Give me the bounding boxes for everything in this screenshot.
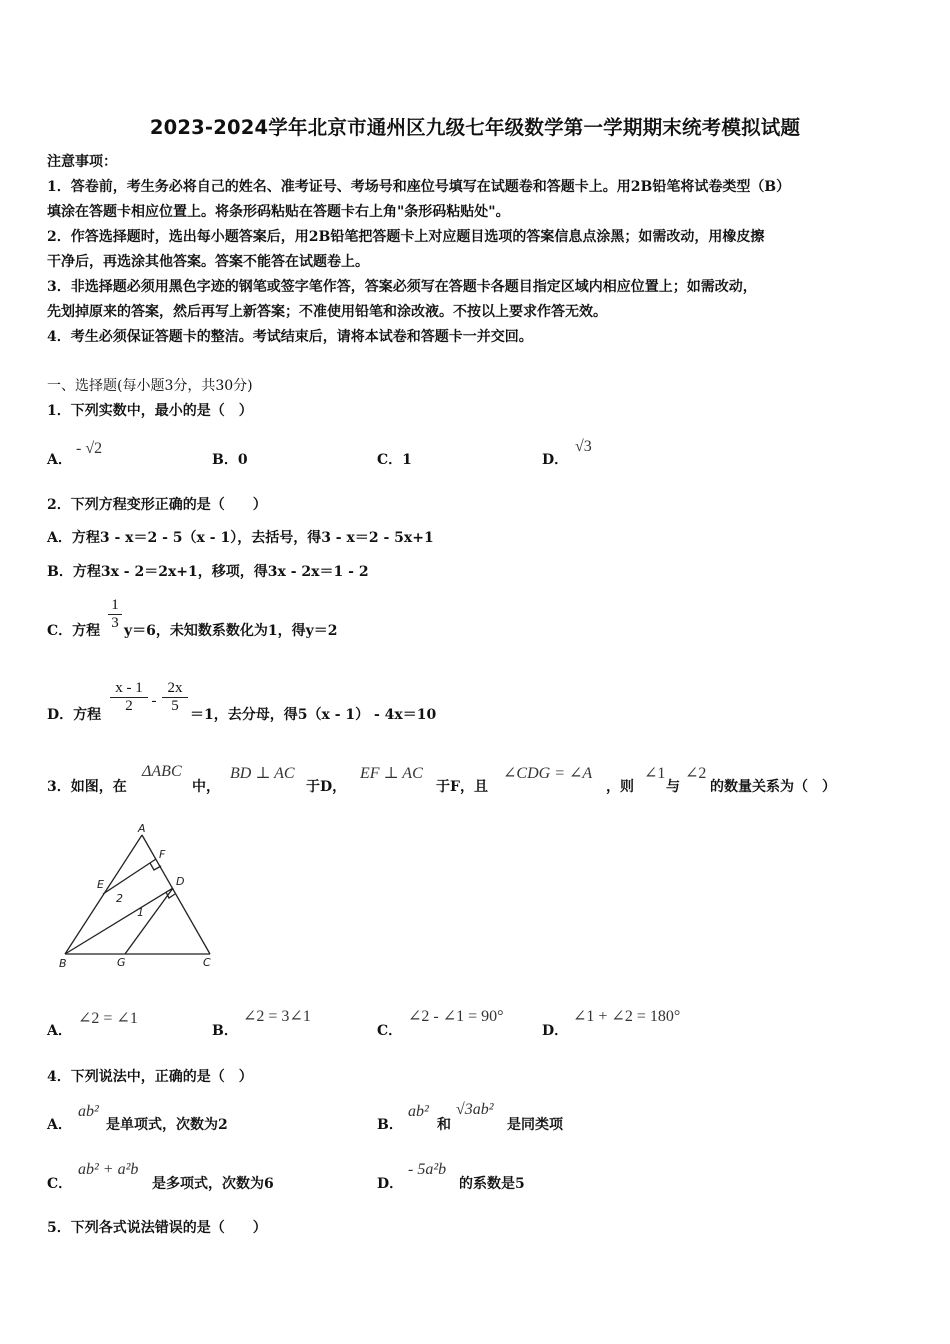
q4-option-b-math-2: √3ab² bbox=[456, 1101, 494, 1118]
notice-line: 2．作答选择题时，选出每小题答案后，用2B铅笔把答题卡上对应题目选项的答案信息点涂黑；如需改动，用橡皮擦 bbox=[47, 229, 765, 245]
fraction-denominator: 5 bbox=[162, 697, 188, 715]
figure-label: D bbox=[176, 875, 185, 888]
q1-option-c: C．1 bbox=[377, 452, 412, 468]
figure-label: G bbox=[117, 956, 126, 969]
q3-option-a-math: ∠2 = ∠1 bbox=[78, 1010, 138, 1027]
q3-option-d-label: D． bbox=[542, 1023, 569, 1039]
q4-option-d-text: 的系数是5 bbox=[459, 1176, 525, 1192]
q3-option-c-math: ∠2 - ∠1 = 90° bbox=[408, 1008, 504, 1025]
fraction-numerator: 2x bbox=[167, 680, 183, 696]
q3-math-triangle: ΔABC bbox=[142, 763, 182, 780]
q4-option-a-text: 是单项式，次数为2 bbox=[106, 1117, 228, 1133]
q2-d-fraction-1 bbox=[110, 680, 148, 715]
q3-text: ，则 bbox=[606, 779, 634, 795]
q3-text: 中， bbox=[192, 779, 220, 795]
notice-line: 先划掉原来的答案，然后再写上新答案；不准使用铅笔和涂改液。不按以上要求作答无效。 bbox=[47, 304, 607, 320]
fraction-denominator: 2 bbox=[110, 697, 148, 715]
q1-option-d-math: √3 bbox=[575, 438, 592, 455]
q4-option-d-math: - 5a²b bbox=[408, 1161, 447, 1178]
notice-line: 4．考生必须保证答题卡的整洁。考试结束后，请将本试卷和答题卡一并交回。 bbox=[47, 329, 533, 345]
q3-option-c-label: C． bbox=[377, 1023, 403, 1039]
right-angle-mark-f bbox=[150, 863, 161, 870]
q3-math-bd-perp: BD ⊥ AC bbox=[230, 765, 295, 782]
segment-dg bbox=[125, 888, 173, 954]
q2-option-d-prefix: D．方程 bbox=[47, 707, 102, 723]
q1-option-d-label: D． bbox=[542, 452, 569, 468]
notice-line: 干净后，再选涂其他答案。答案不能答在试题卷上。 bbox=[47, 254, 369, 270]
q4-option-c-math: ab² + a²b bbox=[78, 1161, 139, 1178]
q3-text: 于F，且 bbox=[436, 779, 488, 795]
q3-text: 于D， bbox=[306, 779, 347, 795]
segment-ac bbox=[142, 835, 210, 954]
q3-math-angle1: ∠1 bbox=[644, 765, 666, 782]
q3-option-a-label: A． bbox=[47, 1023, 72, 1039]
q4-option-b-label: B． bbox=[377, 1117, 403, 1133]
q2-option-c-prefix: C．方程 bbox=[47, 623, 101, 639]
segment-ef bbox=[103, 859, 156, 894]
question-3-prefix: 3．如图，在 bbox=[47, 779, 127, 795]
notice-line: 1．答卷前，考生务必将自己的姓名、准考证号、考场号和座位号填写在试题卷和答题卡上。用2B铅笔将试卷类型（B） bbox=[47, 179, 791, 195]
q2-option-b: B．方程3x - 2＝2x+1，移项，得3x - 2x＝1 - 2 bbox=[47, 564, 369, 580]
notice-line: 3．非选择题必须用黑色字迹的钢笔或签字笔作答，答案必须写在答题卡各题目指定区域内相应位置上；如需改动， bbox=[47, 279, 757, 295]
q3-triangle-figure bbox=[55, 820, 225, 970]
q3-option-b-label: B． bbox=[212, 1023, 238, 1039]
notice-heading: 注意事项： bbox=[47, 154, 117, 170]
q1-option-b: B．0 bbox=[212, 452, 248, 468]
question-2-stem: 2．下列方程变形正确的是（ ） bbox=[47, 497, 267, 513]
q4-option-c-text: 是多项式，次数为6 bbox=[152, 1176, 274, 1192]
q4-option-b-and: 和 bbox=[437, 1117, 451, 1133]
figure-label: 2 bbox=[116, 892, 123, 905]
q3-text: 与 bbox=[666, 779, 680, 795]
q4-option-b-math-1: ab² bbox=[408, 1103, 429, 1120]
q4-option-c-label: C． bbox=[47, 1176, 73, 1192]
question-4-stem: 4．下列说法中，正确的是（ ） bbox=[47, 1069, 253, 1085]
figure-label: C bbox=[203, 956, 211, 969]
figure-label: 1 bbox=[137, 906, 144, 919]
fraction-numerator: 1 bbox=[111, 597, 119, 613]
q3-math-angle-eq: ∠CDG = ∠A bbox=[503, 765, 593, 782]
q3-option-b-math: ∠2 = 3∠1 bbox=[243, 1008, 311, 1025]
q4-option-d-label: D． bbox=[377, 1176, 404, 1192]
q2-option-d-suffix: ＝1，去分母，得5（x - 1） - 4x＝10 bbox=[190, 707, 437, 723]
q2-option-c-suffix: y＝6，未知数系数化为1，得y＝2 bbox=[124, 623, 338, 639]
q3-text: 的数量关系为（ ） bbox=[710, 779, 836, 795]
figure-label: E bbox=[97, 878, 104, 891]
q4-option-a-label: A． bbox=[47, 1117, 72, 1133]
fraction-numerator: x - 1 bbox=[115, 680, 143, 696]
q3-math-angle2: ∠2 bbox=[685, 765, 707, 782]
right-angle-mark-d bbox=[166, 892, 175, 898]
q3-option-d-math: ∠1 + ∠2 = 180° bbox=[573, 1008, 681, 1025]
notice-line: 填涂在答题卡相应位置上。将条形码粘贴在答题卡右上角"条形码粘贴处"。 bbox=[47, 204, 510, 220]
q1-option-a-math: - √2 bbox=[76, 440, 103, 457]
q3-math-ef-perp: EF ⊥ AC bbox=[360, 765, 423, 782]
question-1-stem: 1．下列实数中，最小的是（ ） bbox=[47, 403, 253, 419]
figure-label: F bbox=[159, 848, 166, 861]
q2-d-minus: - bbox=[151, 693, 157, 709]
segment-ab bbox=[65, 835, 142, 954]
q4-option-a-math: ab² bbox=[78, 1103, 99, 1120]
fraction-denominator: 3 bbox=[108, 614, 122, 632]
q4-option-b-text: 是同类项 bbox=[507, 1117, 563, 1133]
q2-option-a: A．方程3 - x＝2 - 5（x - 1），去括号，得3 - x＝2 - 5x+1 bbox=[47, 530, 434, 546]
question-5-stem: 5．下列各式说法错误的是（ ） bbox=[47, 1220, 267, 1236]
figure-label: B bbox=[59, 957, 67, 970]
q2-d-fraction-2 bbox=[162, 680, 188, 715]
figure-label: A bbox=[138, 822, 146, 835]
q2-c-fraction bbox=[108, 597, 122, 632]
q1-option-a-label: A． bbox=[47, 452, 72, 468]
section-heading: 一、选择题(每小题3分，共30分) bbox=[47, 378, 253, 394]
page-title: 2023-2024学年北京市通州区九级七年级数学第一学期期末统考模拟试题 bbox=[149, 116, 801, 139]
